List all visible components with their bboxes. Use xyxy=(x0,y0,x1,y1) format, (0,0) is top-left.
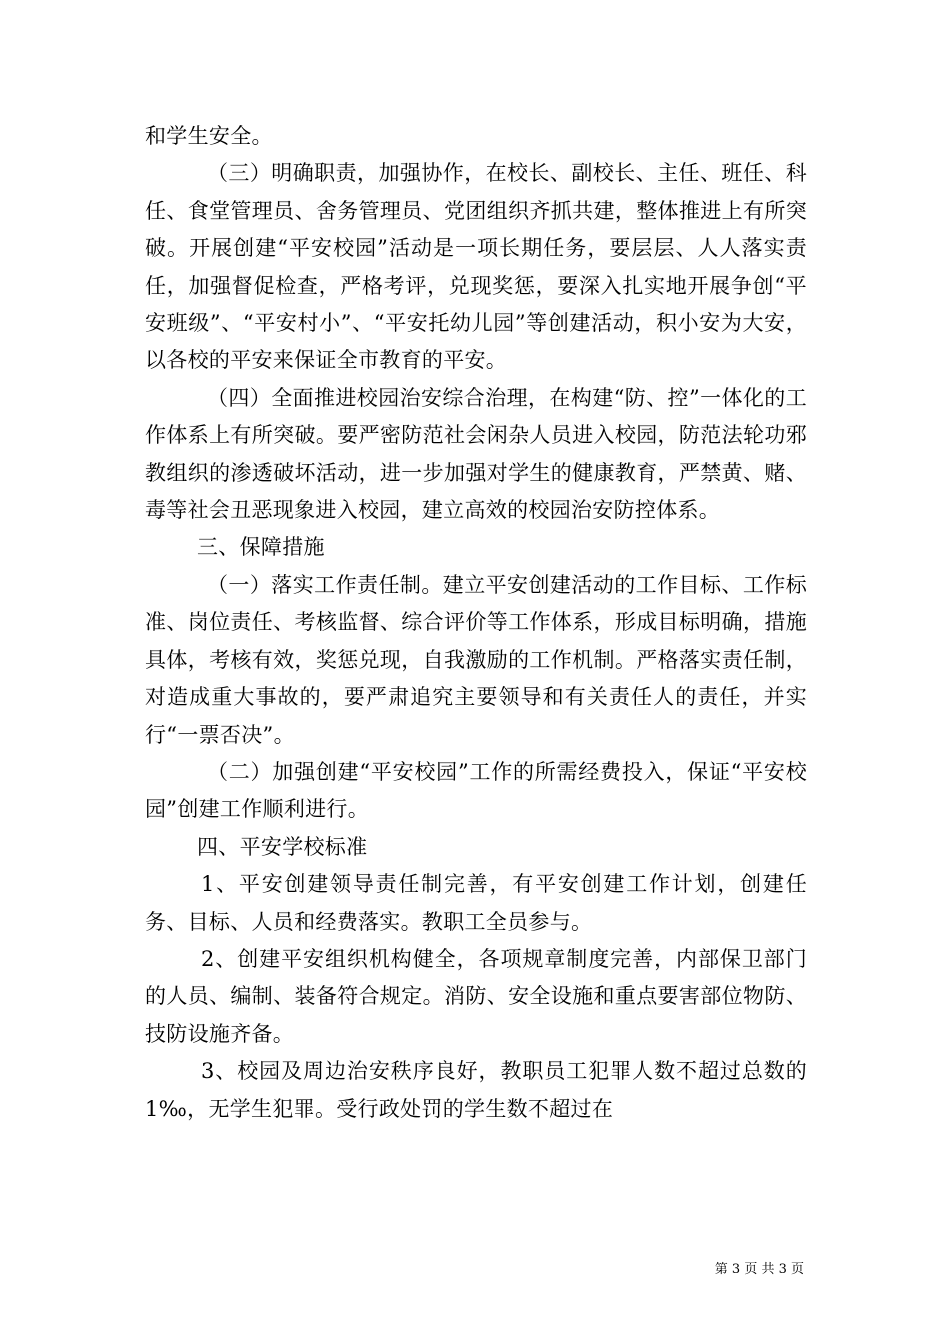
section-heading: 三、保障措施 xyxy=(197,535,325,560)
paragraph: 2、创建平安组织机构健全，各项规章制度完善，内部保卫部门的人员、编制、装备符合规定。消防、安全设施和重点要害部位物防、技防设施齐备。 xyxy=(145,946,807,1046)
paragraph: （一）落实工作责任制。建立平安创建活动的工作目标、工作标准、岗位责任、考核监督、综合评价等工作体系，形成目标明确，措施具体，考核有效，奖惩兑现，自我激励的工作机制。严格落实责任制，对造成重大事故的，要严肃追究主要领导和有关责任人的责任，并实行“一票否决”。 xyxy=(145,572,807,747)
section-heading: 四、平安学校标准 xyxy=(197,834,368,859)
page-footer: 第 3 页 共 3 页 xyxy=(714,1262,804,1277)
paragraph: 和学生安全。 xyxy=(145,124,273,148)
paragraph: （二）加强创建“平安校园”工作的所需经费投入，保证“平安校园”创建工作顺利进行。 xyxy=(145,759,807,822)
paragraph: （四）全面推进校园治安综合治理，在构建“防、控”一体化的工作体系上有所突破。要严密防范社会闲杂人员进入校园，防范法轮功邪教组织的渗透破坏活动，进一步加强对学生的健康教育，严禁黄、赌、毒等社会丑恶现象进入校园，建立高效的校园治安防控体系。 xyxy=(145,385,807,523)
paragraph: 3、校园及周边治安秩序良好，教职员工犯罪人数不超过总数的1‰，无学生犯罪。受行政处罚的学生数不超过在 xyxy=(145,1059,807,1121)
paragraph: （三）明确职责，加强协作，在校长、副校长、主任、班任、科任、食堂管理员、舍务管理员、党团组织齐抓共建，整体推进上有所突破。开展创建“平安校园”活动是一项长期任务，要层层、人人落实责任，加强督促检查，严格考评，兑现奖惩，要深入扎实地开展争创“平安班级”、“平安村小”、“平安托幼儿园”等创建活动，积小安为大安，以各校的平安来保证全市教育的平安。 xyxy=(145,161,807,373)
document-body xyxy=(145,118,807,1128)
paragraph: 1、平安创建领导责任制完善，有平安创建工作计划，创建任务、目标、人员和经费落实。教职工全员参与。 xyxy=(145,872,807,934)
